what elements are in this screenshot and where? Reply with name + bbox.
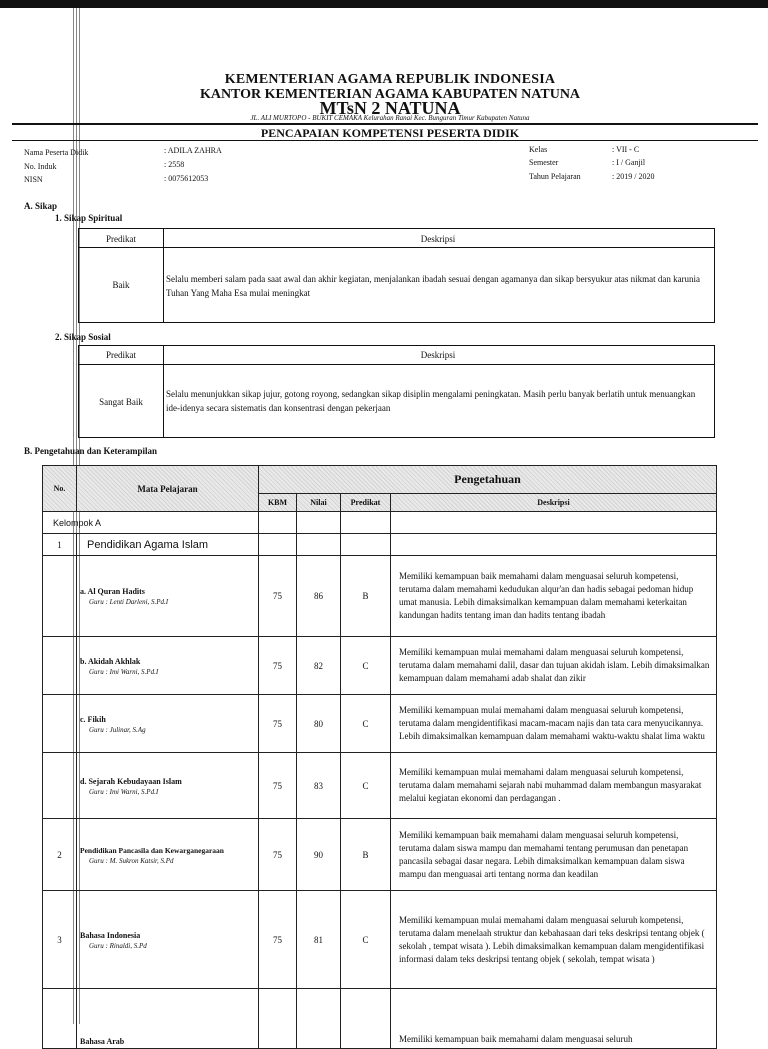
subject-name: d. Sejarah Kebudayaan Islam	[80, 776, 182, 786]
school-name: MTsN 2 NATUNA	[319, 98, 461, 118]
teacher-name: Guru : Julinar, S.Ag	[89, 725, 146, 734]
nisn-value: : 0075612053	[164, 174, 209, 183]
kbm-value: 75	[259, 695, 297, 753]
subject-name: Bahasa Indonesia	[80, 930, 141, 940]
col-mapel-header: Mata Pelajaran	[77, 466, 259, 512]
deskripsi-header: Deskripsi	[420, 350, 456, 360]
school-address: JL. ALI MURTOPO - BUKIT CEMAKA Kelurahan Ranai Kec. Bunguran Timur Kabupaten Natuna	[250, 114, 530, 122]
teacher-name: Guru : Imi Warni, S.Pd.I	[89, 787, 159, 796]
subject-name: Bahasa Arab	[80, 1037, 125, 1046]
kbm-value	[259, 989, 297, 1049]
col-kbm-header: KBM	[259, 494, 297, 512]
predikat-value: C	[341, 753, 391, 819]
subject-name: Pendidikan Pancasila dan Kewarganegaraan	[80, 845, 224, 855]
col-predikat-header: Predikat	[341, 494, 391, 512]
predikat-value: C	[341, 891, 391, 989]
predikat-header: Predikat	[106, 350, 136, 360]
deskripsi-header: Deskripsi	[420, 234, 456, 244]
pai-number: 1	[43, 534, 77, 556]
predikat-value: C	[341, 637, 391, 695]
kbm-value: 75	[259, 891, 297, 989]
description-text: Memiliki kemampuan mulai memahami dalam menguasai seluruh kompetensi, terutama dalam memahami sejarah nabi muhammad dalam membangun masyarakat melalui kegiatan ekonomi dan perdagangan .	[391, 753, 717, 819]
predikat-value: B	[341, 556, 391, 637]
description-text: Memiliki kemampuan baik memahami dalam menguasai seluruh	[391, 989, 717, 1049]
kbm-value: 75	[259, 753, 297, 819]
induk-label: No. Induk	[24, 162, 57, 171]
spiritual-table	[78, 228, 715, 323]
kelas-label: Kelas	[529, 145, 548, 154]
title-rule	[12, 140, 758, 141]
kbm-value: 75	[259, 637, 297, 695]
section-a-title: A. Sikap	[24, 201, 58, 211]
col-nilai-header: Nilai	[297, 494, 341, 512]
nilai-value: 80	[297, 695, 341, 753]
nilai-value: 82	[297, 637, 341, 695]
nilai-value	[297, 989, 341, 1049]
description-text: Memiliki kemampuan mulai memahami dalam menguasai seluruh kompetensi, terutama dalam memahami dalil, dasar dan tujuan akidah islam. Lebih dimaksimalkan kemampuan dalam memahami adab shalat dan zikir	[391, 637, 717, 695]
col-pengetahuan-header: Pengetahuan	[259, 466, 717, 494]
description-text: Memiliki kemampuan mulai memahami dalam menguasai seluruh kompetensi, terutama dalam mengidentifikasi macam-macam najis dan tata cara menyucikannya. Lebih dimaksimalkan kemampuan dalam memahami waktu-waktu shalat lima waktu	[391, 695, 717, 753]
description-text: Memiliki kemampuan mulai memahami dalam menguasai seluruh kompetensi, terutama dalam menelaah struktur dan kebahasaan dari teks deskripsi tentang objek ( sekolah , tempat wisata ). Lebih dimaksimalkan kemampuan dalam mengidentifikasi informasi dalam teks deskripsi tentang objek ( sekolah, tempat wisata )	[391, 891, 717, 989]
col-no-header: No.	[43, 466, 77, 512]
teacher-name: Guru : Imi Warni, S.Pd.I	[89, 667, 159, 676]
header-rule	[12, 123, 758, 125]
nilai-value: 86	[297, 556, 341, 637]
header-ministry: KEMENTERIAN AGAMA REPUBLIK INDONESIA	[224, 72, 556, 87]
subject-name: a. Al Quran Hadits	[80, 587, 145, 596]
predikat-header: Predikat	[106, 234, 136, 244]
nilai-value: 81	[297, 891, 341, 989]
semester-label: Semester	[529, 158, 559, 167]
sikap-spiritual-title: 1. Sikap Spiritual	[55, 213, 123, 223]
predikat-value: C	[341, 695, 391, 753]
teacher-name: Guru : Lenti Darleni, S.Pd.I	[89, 598, 169, 606]
kelas-value: : VII - C	[612, 145, 640, 154]
kbm-value: 75	[259, 819, 297, 891]
predikat-value: B	[341, 819, 391, 891]
spiritual-predikat: Baik	[112, 280, 130, 290]
predikat-value	[341, 989, 391, 1049]
student-name-label: Nama Peserta Didik	[24, 148, 89, 157]
tahun-value: : 2019 / 2020	[612, 172, 655, 181]
semester-value: : I / Ganjil	[612, 158, 646, 167]
table-row	[43, 753, 717, 819]
grades-table	[42, 465, 717, 1049]
sosial-description: Selalu menunjukkan sikap jujur, gotong royong, sedangkan sikap disiplin mengalami peningkatan. Masih perlu banyak berlatih untuk menuangkan ide-idenya secara sistematis dan konsentrasi dengan pekerjaan	[166, 389, 696, 413]
description-text: Memiliki kemampuan baik memahami dalam menguasai seluruh kompetensi, terutama dalam memahami kedudukan alqur'an dan hadis sebagai pedoman hidup umat manusia. Lebih dimaksimalkan kemampuan dalam memahami keterkaitan kandungan hadits tentang iman dan hadits tentang ibadah	[391, 556, 717, 637]
col-deskripsi-header: Deskripsi	[391, 494, 717, 512]
table-row: 2 Pendidikan Pancasila dan Kewarganegaraan Guru : M. Sukron Katsir, S.Pd 75 90 B Memiliki kemampuan baik memahami dalam menguasai seluruh kompetensi, terutama dalam siswa mampu dan memahami tentang perumusan dan penetapan pancasila sebagai dasar negara. Lebih dimaksimalkan kemampuan dalam siswa mampu dan menguasai arti tentang norma dan keadilan	[43, 819, 717, 891]
description-text: Memiliki kemampuan baik memahami dalam menguasai seluruh kompetensi, terutama dalam siswa mampu dan memahami tentang perumusan dan penetapan pancasila sebagai dasar negara. Lebih dimaksimalkan kemampuan dalam siswa mampu dan menguasai arti tentang norma dan keadilan	[391, 819, 717, 891]
nisn-label: NISN	[24, 175, 43, 184]
table-row	[43, 989, 717, 1049]
table-row	[43, 695, 717, 753]
header-office: KANTOR KEMENTERIAN AGAMA KABUPATEN NATUNA	[199, 87, 581, 102]
subject-name: c. Fikih	[80, 714, 106, 724]
student-name-value: : ADILA ZAHRA	[164, 146, 222, 155]
spiritual-description: Selalu memberi salam pada saat awal dan akhir kegiatan, menjalankan ibadah sesuai dengan agamanya dan sikap bersyukur atas nikmat dan karunia Tuhan Yang Maha Esa mulai meningkat	[166, 274, 701, 298]
table-row	[43, 637, 717, 695]
pai-title: Pendidikan Agama Islam	[77, 534, 259, 556]
group-a-label: Kelompok A	[43, 512, 259, 534]
document-title: PENCAPAIAN KOMPETENSI PESERTA DIDIK	[260, 126, 520, 140]
teacher-name: Guru : Rinaldi, S.Pd	[89, 941, 147, 950]
table-row	[43, 556, 717, 637]
scan-top-bar	[0, 0, 768, 8]
nilai-value: 83	[297, 753, 341, 819]
table-row: 3 Bahasa Indonesia Guru : Rinaldi, S.Pd 75 81 C Memiliki kemampuan mulai memahami dalam menguasai seluruh kompetensi, terutama dalam menelaah struktur dan kebahasaan dari teks deskripsi tentang objek ( sekolah , tempat wisata ). Lebih dimaksimalkan kemampuan dalam mengidentifikasi informasi dalam teks deskripsi tentang objek ( sekolah, tempat wisata )	[43, 891, 717, 989]
induk-value: : 2558	[164, 160, 185, 169]
nilai-value: 90	[297, 819, 341, 891]
sikap-sosial-title: 2. Sikap Sosial	[55, 332, 111, 342]
subject-name: b. Akidah Akhlak	[80, 656, 141, 666]
sosial-predikat: Sangat Baik	[99, 397, 143, 407]
sosial-table	[78, 345, 715, 438]
teacher-name: Guru : M. Sukron Katsir, S.Pd	[89, 856, 174, 865]
kbm-value: 75	[259, 556, 297, 637]
section-b-title: B. Pengetahuan dan Keterampilan	[24, 446, 158, 456]
tahun-label: Tahun Pelajaran	[529, 172, 581, 181]
